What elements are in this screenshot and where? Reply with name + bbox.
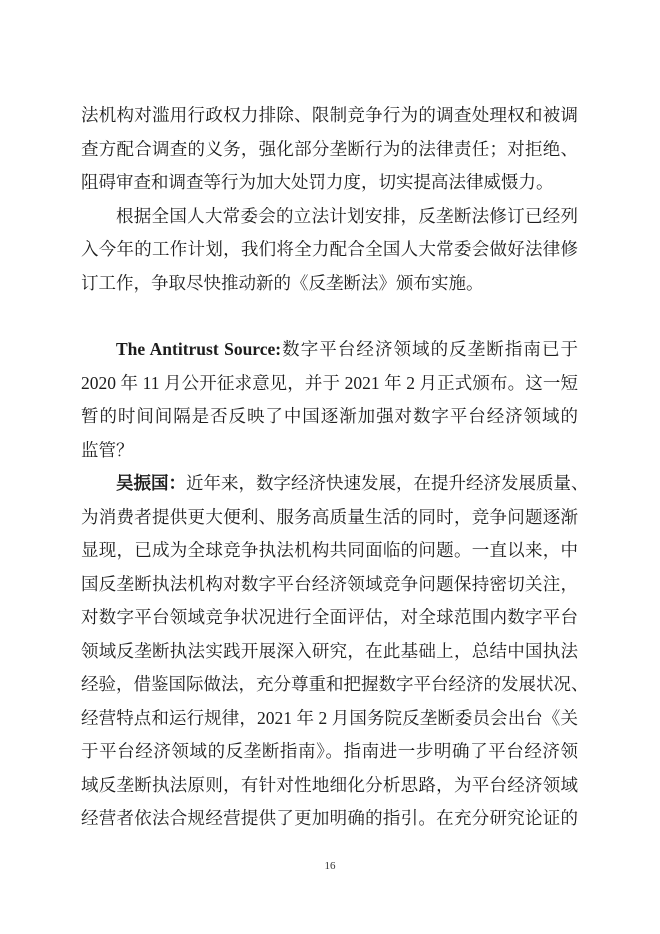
text-line: 显现，已成为全球竞争执法机构共同面临的问题。一直以来，中 [81,540,578,560]
paragraph-gap [81,300,578,333]
paragraph-law-enforcement [81,99,578,200]
text-line: 法机构对滥用行政权力排除、限制竞争行为的调查处理权和被调 [81,105,578,125]
text-line: 国反垄断执法机构对数字平台经济领域竞争问题保持密切关注， [81,573,578,594]
text-line: 2020 年 11 月公开征求意见，并于 2021 年 2 月正式颁布。这一短 [81,372,578,393]
paragraph-legislation-plan [81,200,578,301]
text-line: 领域反垄断执法实践开展深入研究，在此基础上，总结中国执法 [81,640,578,661]
text-line: 监管？ [81,439,134,460]
paragraph-interviewee-answer [81,467,589,836]
text-line: 对数字平台领域竞争状况进行全面评估，对全球范围内数字平台 [81,607,578,627]
question-lead-label: The Antitrust Source: [116,339,282,359]
paragraph-interviewer-question [81,333,578,467]
text-line: 阻碍审查和调查等行为加大处罚力度，切实提高法律威慑力。 [81,172,554,192]
text-line: 查方配合调查的义务，强化部分垄断行为的法律责任；对拒绝、 [81,138,578,159]
text-line [81,467,589,501]
text-line: 于平台经济领域的反垄断指南》。指南进一步明确了平台经济领 [81,741,578,761]
answer-speaker-label: 吴振国： [116,473,186,493]
text-line: 入今年的工作计划，我们将全力配合全国人大常委会做好法律修 [81,239,578,259]
text-line: 经营者依法合规经营提供了更加明确的指引。在充分研究论证的 [81,808,578,828]
document-text-block [81,99,589,836]
text-line [81,333,578,367]
text-line: 经验，借鉴国际做法，充分尊重和把握数字平台经济的发展状况、 [81,674,589,694]
text-line: 经营特点和运行规律，2021 年 2 月国务院反垄断委员会出台《关 [81,707,578,728]
text-line: 域反垄断执法原则，有针对性地细化分析思路，为平台经济领域 [81,774,578,795]
text-line: 暂的时间间隔是否反映了中国逐渐加强对数字平台经济领域的 [81,406,578,426]
text-line: 订工作，争取尽快推动新的《反垄断法》颁布实施。 [81,272,484,293]
text-line: 为消费者提供更大便利、服务高质量生活的同时，竞争问题逐渐 [81,506,578,527]
answer-line1-rest: 近年来，数字经济快速发展，在提升经济发展质量、 [186,473,589,493]
page-number: 16 [324,860,336,872]
text-line: 根据全国人大常委会的立法计划安排，反垄断法修订已经列 [116,205,578,226]
question-line1-rest: 数字平台经济领域的反垄断指南已于 [281,339,578,359]
